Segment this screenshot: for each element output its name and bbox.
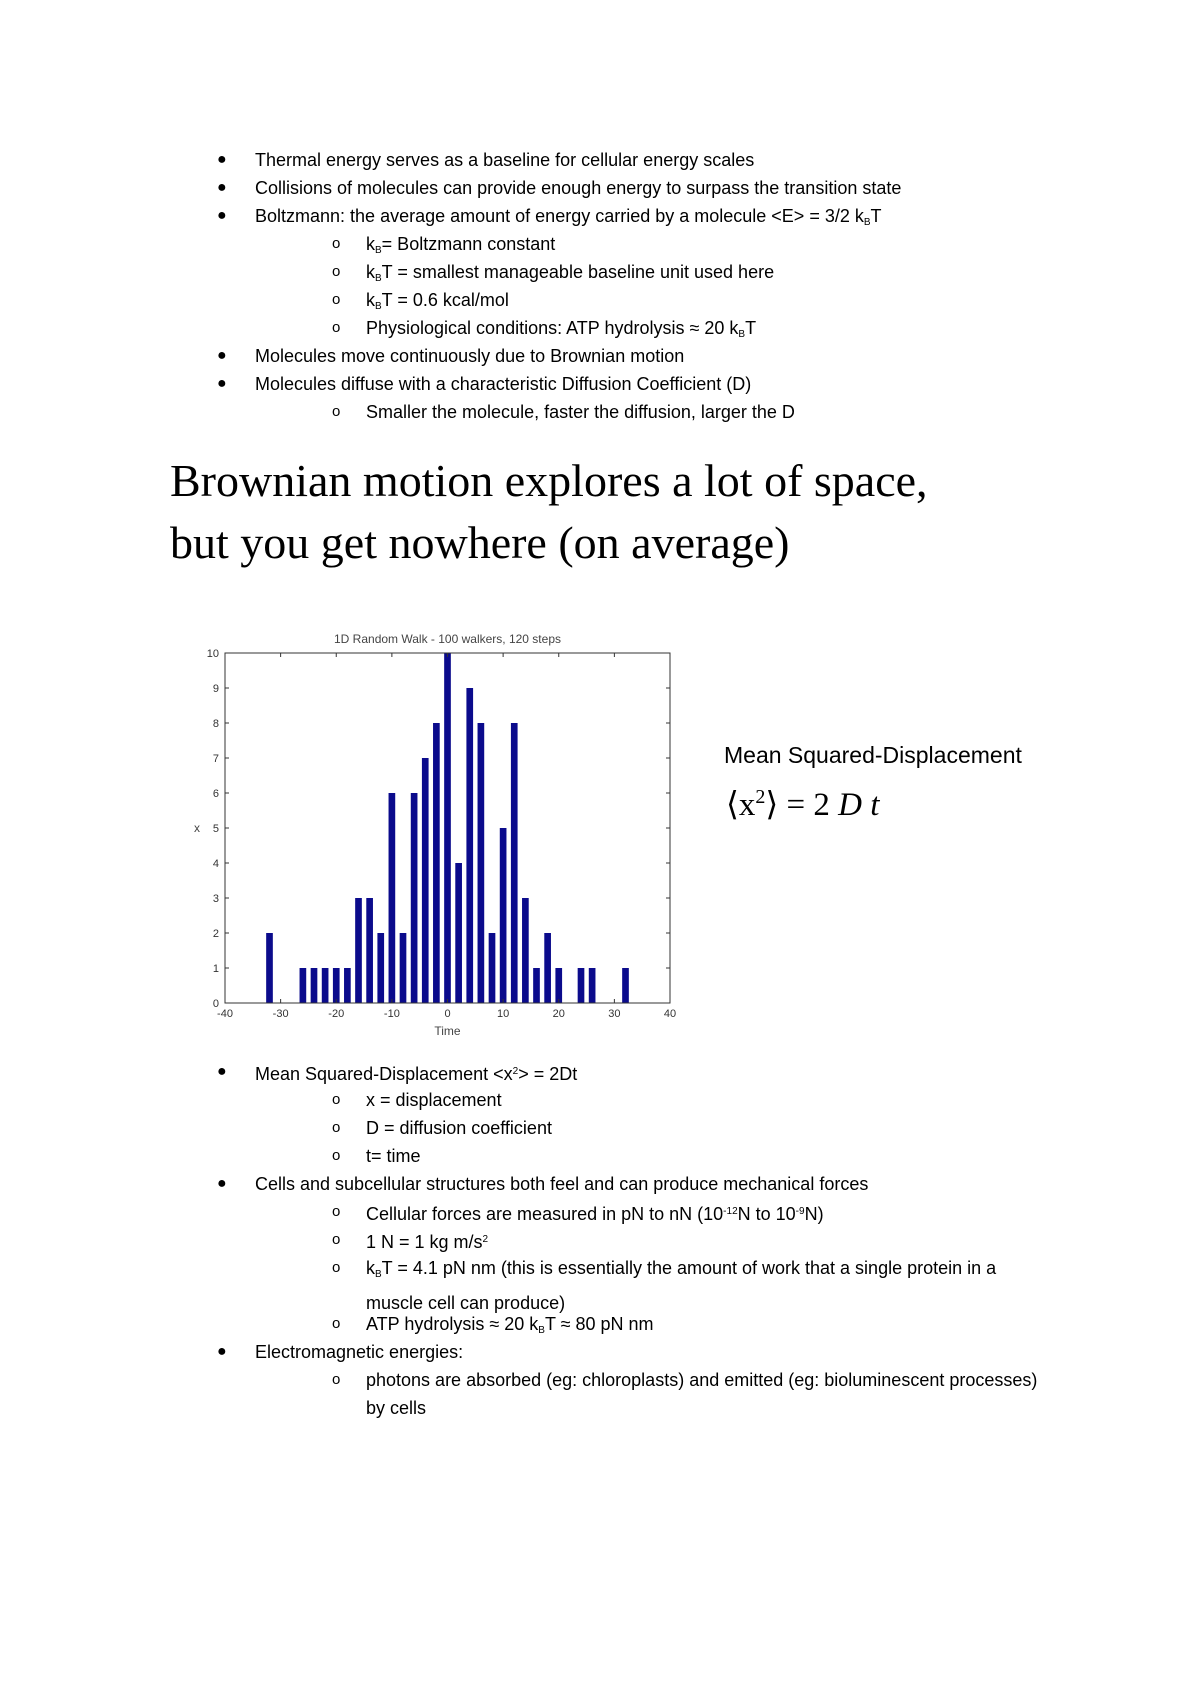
circle-bullet-icon: o (332, 319, 341, 336)
x-tick-label: 40 (663, 1008, 677, 1020)
y-tick-label: 5 (212, 823, 219, 835)
circle-bullet-icon: o (332, 291, 341, 308)
chart-bar (400, 933, 407, 1003)
chart-bar (433, 723, 440, 1003)
chart-bar (389, 793, 396, 1003)
list-item: ● Electromagnetic energies: (0, 1338, 1200, 1366)
chart-bar (500, 828, 507, 1003)
chart-bar (544, 933, 551, 1003)
msd-equation: $⟨x^2⟩ = 2$ D t (726, 786, 880, 823)
circle-bullet-icon: o (332, 1119, 341, 1136)
top-bullet-list (0, 146, 1200, 426)
bullet-icon: ● (217, 347, 227, 364)
circle-bullet-icon: o (332, 1147, 341, 1164)
x-tick-label: -30 (272, 1008, 289, 1020)
list-item: o 1 N = 1 kg $m/s^2$ (0, 1226, 1200, 1254)
chart-bar (322, 968, 329, 1003)
list-item: ● Cells and subcellular structures both feel and can produce mechanical forces (0, 1170, 1200, 1198)
x-tick-label: -20 (328, 1008, 345, 1020)
chart-bar (266, 933, 273, 1003)
bullet-icon: ● (217, 1175, 227, 1192)
random-walk-bar-chart (180, 625, 700, 1045)
chart-bar (366, 898, 373, 1003)
x-tick-label: 10 (497, 1008, 510, 1020)
list-item: ● Collisions of molecules can provide enough energy to surpass the transition state (0, 174, 1200, 202)
y-tick-label: 10 (206, 648, 219, 660)
chart-bar (411, 793, 418, 1003)
list-item: o $k_BT = 4.1$ pN nm (this is essentially the amount of work that a single protein in a muscle cell can produce) (0, 1254, 1056, 1310)
circle-bullet-icon: o (332, 235, 341, 252)
x-tick-label: 0 (444, 1008, 451, 1020)
circle-bullet-icon: o (332, 1259, 341, 1276)
chart-bar (377, 933, 384, 1003)
chart-bar (589, 968, 596, 1003)
bullet-icon: ● (217, 179, 227, 196)
chart-bar (355, 898, 362, 1003)
chart-bar (466, 688, 473, 1003)
bottom-bullet-list (0, 1058, 1200, 1422)
list-item: o $k_BT$ = smallest manageable baseline unit used here (0, 258, 1200, 286)
y-tick-label: 2 (212, 928, 219, 940)
y-tick-label: 8 (212, 718, 219, 730)
circle-bullet-icon: o (332, 403, 341, 420)
list-item: o Physiological conditions: ATP hydrolysis ≈ 20 $k_BT$ (0, 314, 1200, 342)
circle-bullet-icon: o (332, 1371, 341, 1388)
list-item: o t= time (0, 1142, 1200, 1170)
y-tick-label: 6 (212, 788, 219, 800)
chart-bar (533, 968, 540, 1003)
list-item: o $k_BT = 0.6$ kcal/mol (0, 286, 1200, 314)
x-tick-label: 20 (552, 1008, 565, 1020)
msd-label: Mean Squared-Displacement (724, 742, 1022, 768)
bullet-icon: ● (217, 375, 227, 392)
list-item: o Cellular forces are measured in pN to nN ($10^{-12}N$ to $10^{-9}N$) (0, 1198, 1200, 1226)
chart-bar (478, 723, 485, 1003)
chart-bar (333, 968, 340, 1003)
y-tick-label: 3 (212, 893, 219, 905)
list-item: ● Boltzmann: the average amount of energy carried by a molecule <E> = 3/2 $k_BT$ (0, 202, 1200, 230)
y-tick-label: 7 (212, 753, 219, 765)
list-item: o x = displacement (0, 1086, 1200, 1114)
chart-bar (344, 968, 351, 1003)
chart-bar (622, 968, 629, 1003)
heading-line-1: Brownian motion explores a lot of space, (170, 455, 928, 506)
section-heading (170, 450, 1070, 574)
list-item: ● Molecules move continuously due to Brownian motion (0, 342, 1200, 370)
chart-bar (422, 758, 429, 1003)
x-tick-label: -40 (217, 1008, 233, 1020)
circle-bullet-icon: o (332, 1091, 341, 1108)
list-item: o Smaller the molecule, faster the diffusion, larger the D (0, 398, 1200, 426)
bullet-icon: ● (217, 1343, 227, 1360)
list-item: o photons are absorbed (eg: chloroplasts) and emitted (eg: bioluminescent processes) by cells (0, 1366, 1056, 1422)
list-item: ● Mean Squared-Displacement $<x^2> = 2Dt$ (0, 1058, 1200, 1086)
list-item: ● Molecules diffuse with a characteristic Diffusion Coefficient (D) (0, 370, 1200, 398)
x-tick-label: -10 (383, 1008, 400, 1020)
bullet-icon: ● (217, 207, 227, 224)
bullet-icon: ● (217, 1063, 227, 1080)
bullet-icon: ● (217, 151, 227, 168)
chart-bar (555, 968, 562, 1003)
x-tick-label: 30 (608, 1008, 621, 1020)
chart-bar (578, 968, 585, 1003)
list-item: ● Thermal energy serves as a baseline for cellular energy scales (0, 146, 1200, 174)
circle-bullet-icon: o (332, 1315, 341, 1332)
list-item: o ATP hydrolysis ≈ 20 $k_BT \approx 80$ pN nm (0, 1310, 1200, 1338)
circle-bullet-icon: o (332, 1203, 341, 1220)
y-tick-label: 0 (212, 998, 219, 1010)
circle-bullet-icon: o (332, 1231, 341, 1248)
y-tick-label: 1 (212, 963, 219, 975)
chart-title: 1D Random Walk - 100 walkers, 120 steps (334, 632, 561, 646)
chart-bar (444, 653, 451, 1003)
y-tick-label: 9 (212, 683, 219, 695)
circle-bullet-icon: o (332, 263, 341, 280)
chart-bar (489, 933, 496, 1003)
chart-bar (511, 723, 518, 1003)
chart-bar (311, 968, 318, 1003)
list-item: o D = diffusion coefficient (0, 1114, 1200, 1142)
y-axis-label: x (194, 821, 200, 835)
heading-line-2: but you get nowhere (on average) (170, 517, 790, 568)
chart-bar (522, 898, 529, 1003)
chart-bar (455, 863, 462, 1003)
chart-bar (300, 968, 307, 1003)
y-tick-label: 4 (212, 858, 219, 870)
x-axis-label: Time (434, 1024, 461, 1038)
list-item: o $k_B=$ Boltzmann constant (0, 230, 1200, 258)
